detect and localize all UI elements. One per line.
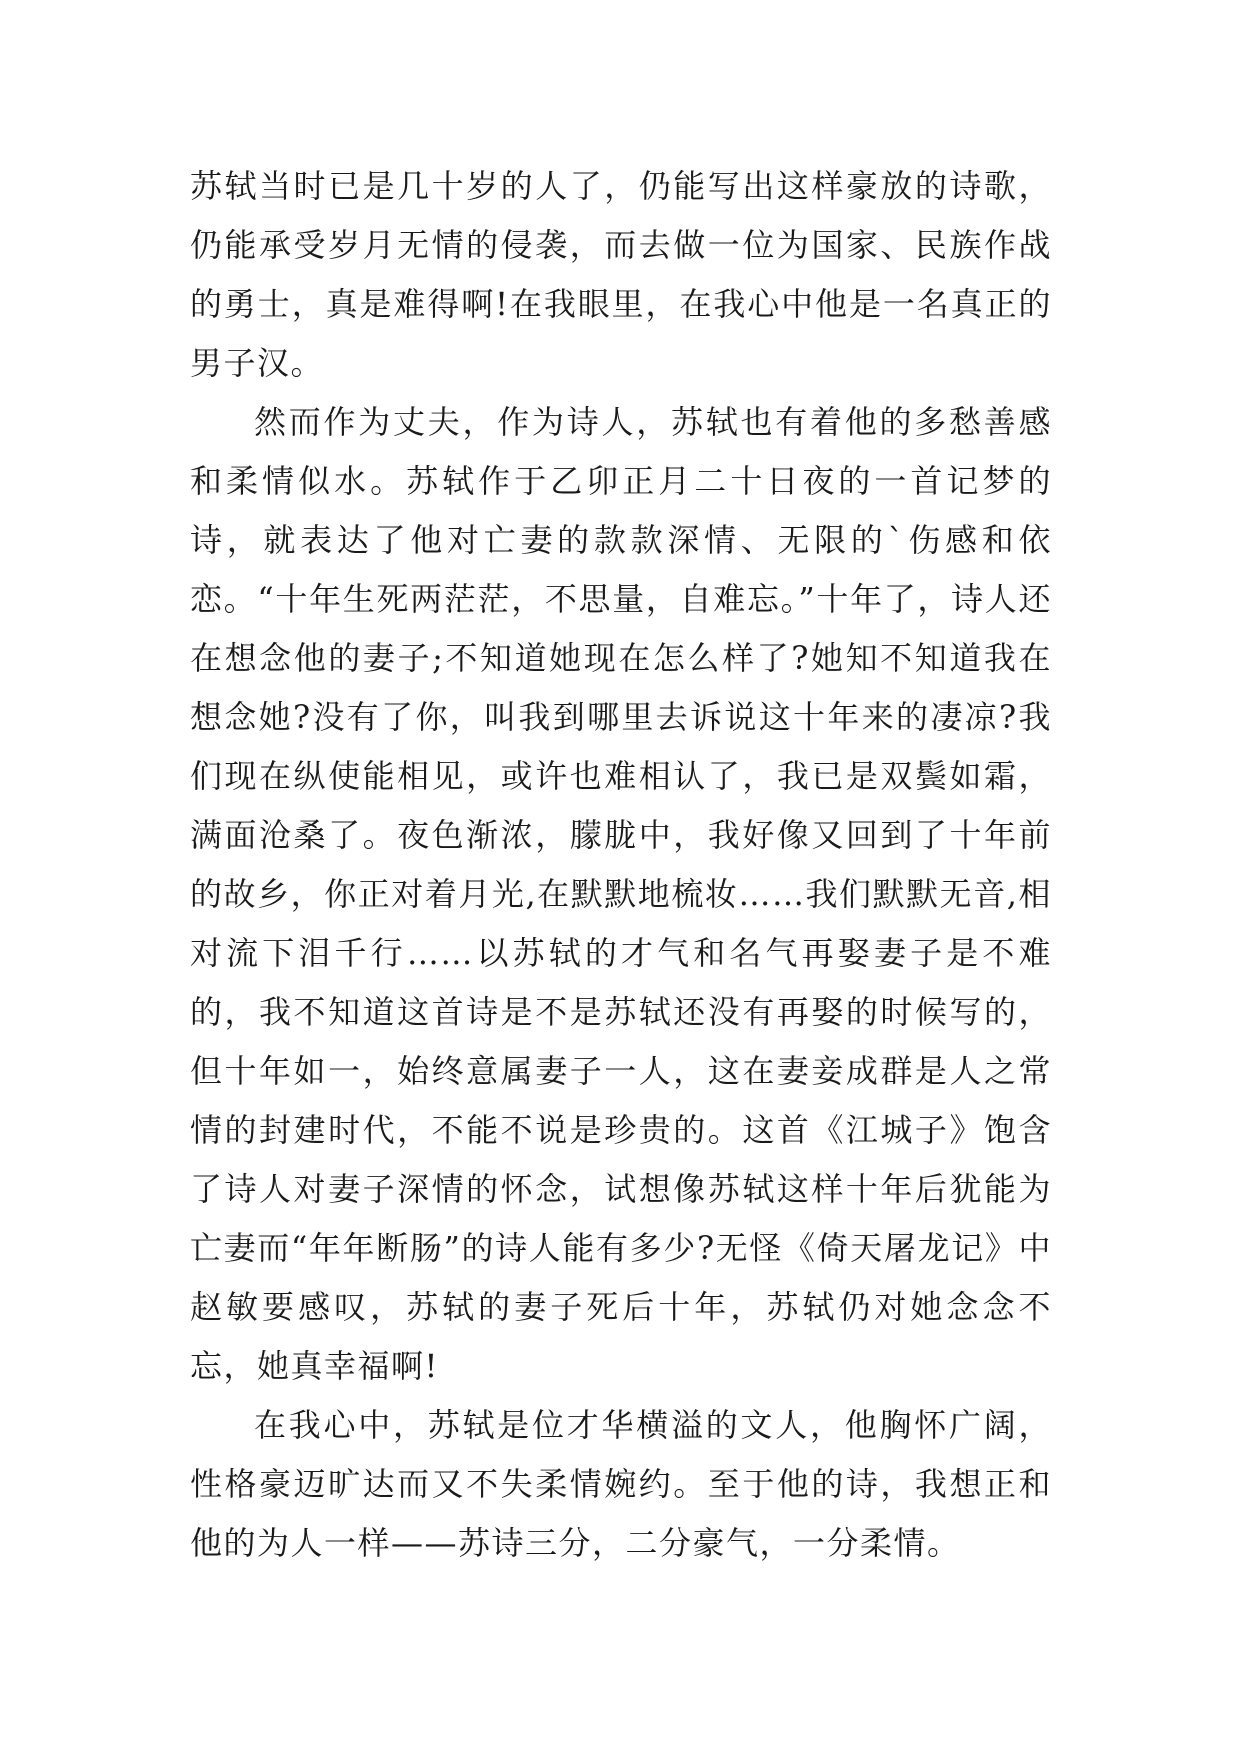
paragraph-1: 苏轼当时已是几十岁的人了，仍能写出这样豪放的诗歌，仍能承受岁月无情的侵袭，而去做一位为国家、民族作战的勇士，真是难得啊!在我眼里，在我心中他是一名真正的男子汉。 [190, 167, 1052, 382]
paragraph-3: 在我心中，苏轼是位才华横溢的文人，他胸怀广阔，性格豪迈旷达而又不失柔情婉约。至于他的诗，我想正和他的为人一样——苏诗三分，二分豪气，一分柔情。 [190, 1406, 1052, 1562]
paragraph-2: 然而作为丈夫，作为诗人，苏轼也有着他的多愁善感和柔情似水。苏轼作于乙卯正月二十日夜的一首记梦的诗，就表达了他对亡妻的款款深情、无限的`伤感和依恋。“十年生死两茫茫，不思量，自难忘。”十年了，诗人还在想念他的妻子;不知道她现在怎么样了?她知不知道我在想念她?没有了你，叫我到哪里去诉说这十年来的凄凉?我们现在纵使能相见，或许也难相认了，我已是双鬓如霜，满面沧桑了。夜色渐浓，朦胧中，我好像又回到了十年前的故乡，你正对着月光,在默默地梳妆……我们默默无音,相对流下泪千行……以苏轼的才气和名气再娶妻子是不难的，我不知道这首诗是不是苏轼还没有再娶的时候写的，但十年如一，始终意属妻子一人，这在妻妾成群是人之常情的封建时代，不能不说是珍贵的。这首《江城子》饱含了诗人对妻子深情的怀念，试想像苏轼这样十年后犹能为亡妻而“年年断肠”的诗人能有多少?无怪《倚天屠龙记》中赵敏要感叹，苏轼的妻子死后十年，苏轼仍对她念念不忘，她真幸福啊! [190, 403, 1052, 1385]
essay-body [190, 157, 1052, 1573]
